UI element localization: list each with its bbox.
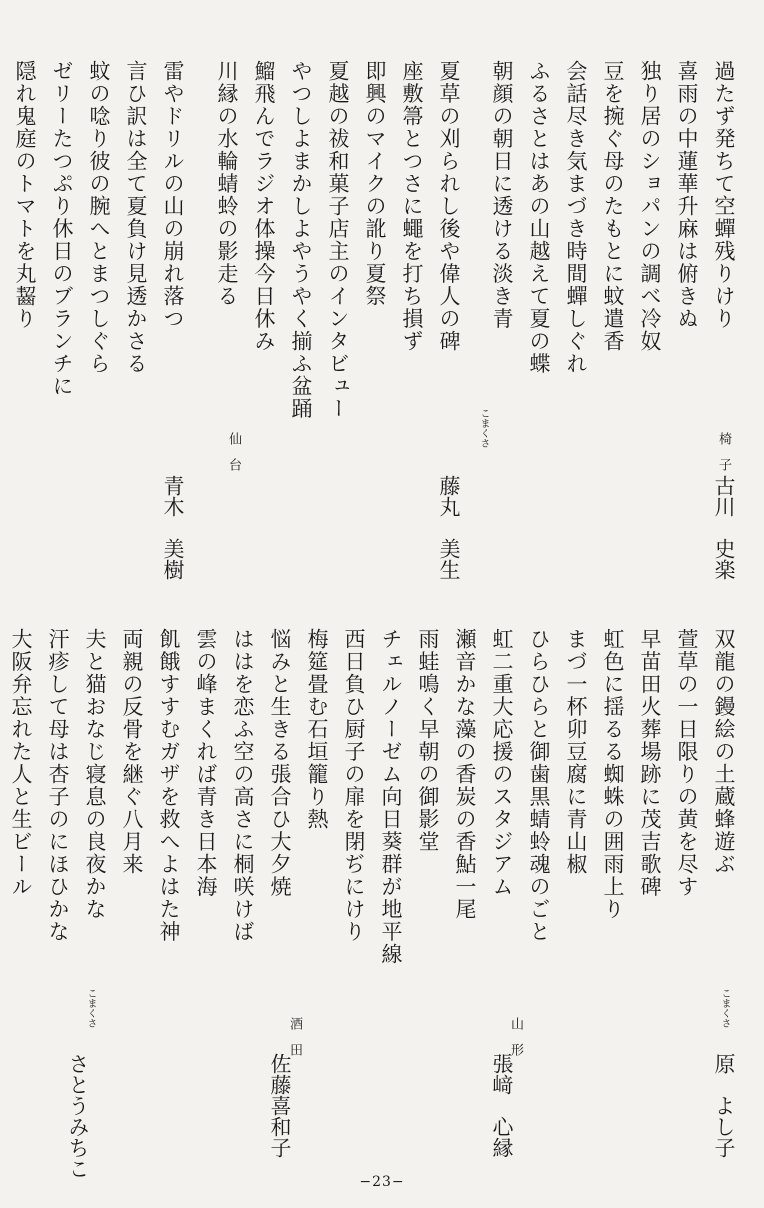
author-name: 青木 美樹 [161,475,185,580]
verse: やつしよまかしよやうやく揃ふ盆踊 [289,60,313,420]
verse: 雲の峰まくれば青き日本海 [194,628,218,898]
verse: 鰡飛んでラジオ体操今日休み [252,60,276,353]
verse: 朝顔の朝日に透ける淡き青 [490,60,514,330]
verse: 瀬音かな藻の香炭の香鮎一尾 [453,628,477,921]
verse: 虹二重大応援のスタジアム [490,628,514,898]
author-name: 張﨑 心縁 [490,1053,514,1158]
verse: ははを恋ふ空の高さに桐咲けば [231,628,255,943]
author-location: 酒 田 [287,1017,302,1056]
verse: 夏草の刈られし後や偉人の碑 [437,60,461,353]
page-number: −23− [359,1174,405,1190]
verse: 蚊の唸り彼の腕へとまつしぐら [87,60,111,375]
author-location: 仙 台 [226,432,241,471]
verse: 座敷箒とつさに蠅を打ち損ず [400,60,424,353]
verse: 両親の反骨を継ぐ八月来 [120,628,144,876]
verse: 虹色に揺るる蜘蛛の囲雨上り [601,628,625,921]
verse: 会話尽き気まづき時間蟬しぐれ [564,60,588,375]
verse: 汗疹して母は杏子のにほひかな [46,628,70,943]
verse: 夫と猫おなじ寝息の良夜かな [83,628,107,921]
verse: 萱草の一日限りの黄を尽す [675,628,699,898]
author-name: 佐藤喜和子 [268,1053,292,1158]
verse: チェルノーゼム向日葵群が地平線 [379,628,403,966]
author-location: 椅 子 [716,432,731,471]
verse: 双龍の鏝絵の土蔵蜂遊ぶ [712,628,736,876]
verse: 喜雨の中蓮華升麻は俯きぬ [675,60,699,330]
verse: 過たず発ちて空蟬残りけり [712,60,736,330]
verse: 言ひ訳は全て夏負け見透かさる [124,60,148,375]
verse: 梅筵畳む石垣籠り熱 [305,628,329,831]
verse: ひらひらと御歯黒蜻蛉魂のごと [527,628,551,943]
verse: 即興のマイクの訛り夏祭 [363,60,387,308]
author-name: 古川 史楽 [712,475,736,580]
verse: 隠れ鬼庭のトマトを丸齧り [13,60,37,330]
author-name: さとうみちこ [66,1053,90,1179]
verse: 悩みと生きる張合ひ大夕焼 [268,628,292,898]
verse: 飢餓すすむガザを救へよはた神 [157,628,181,943]
author-location: 山 形 [508,1017,523,1056]
verse: ふるさとはあの山越えて夏の蝶 [527,60,551,375]
author-ruby: こまくさ [719,988,730,1028]
verse: 早苗田火葬場跡に茂吉歌碑 [638,628,662,898]
author-ruby: こまくさ [478,408,489,448]
verse: 独り居のショパンの調べ冷奴 [638,60,662,353]
author-name: 原 よし子 [712,1053,736,1158]
verse: 雨蛙鳴く早朝の御影堂 [416,628,440,853]
verse: 川縁の水輪蜻蛉の影走る [215,60,239,308]
verse: 西日負ひ厨子の扉を閉ぢにけり [342,628,366,943]
author-name: 藤丸 美生 [437,475,461,580]
verse: 大阪弁忘れた人と生ビール [9,628,33,898]
verse: 夏越の祓和菓子店主のインタビュー [326,60,350,420]
verse: 雷やドリルの山の崩れ落つ [161,60,185,330]
verse: ゼリーたつぷり休日のブランチに [50,60,74,398]
author-ruby: こまくさ [85,988,96,1028]
verse: まづ一杯卯豆腐に青山椒 [564,628,588,876]
verse: 豆を捥ぐ母のたもとに蚊遣香 [601,60,625,353]
